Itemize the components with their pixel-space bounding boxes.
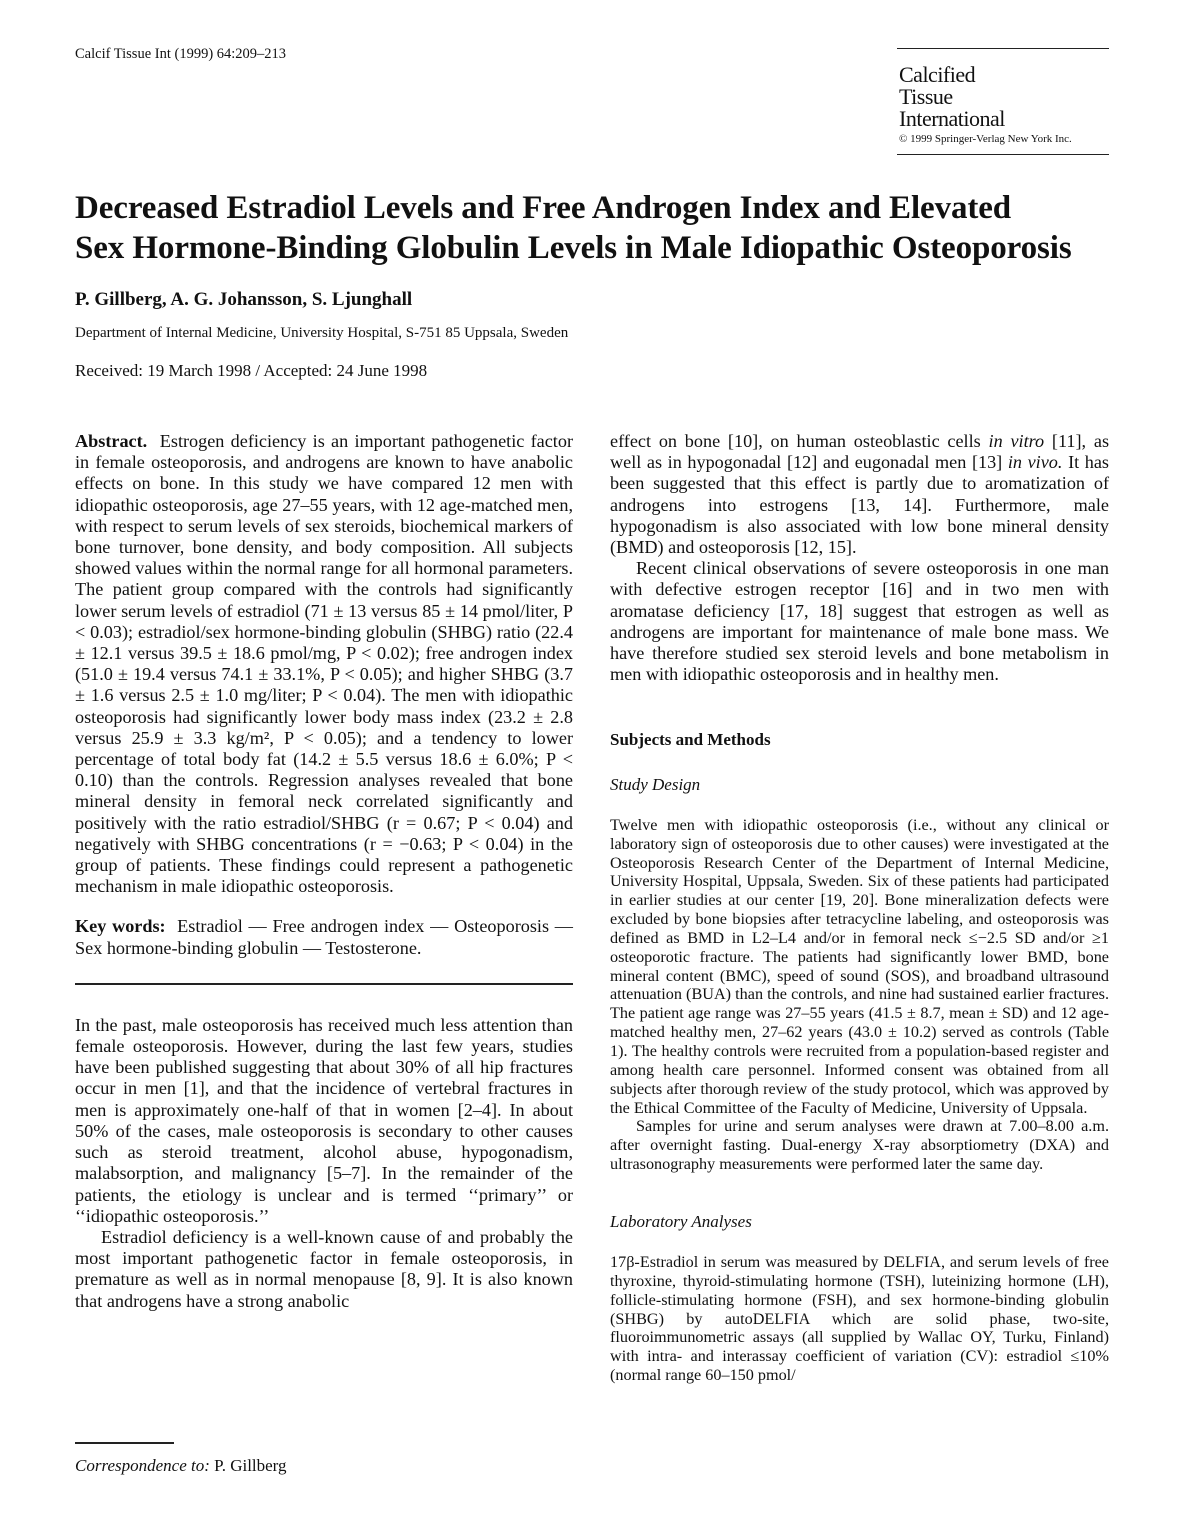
title-line: Decreased Estradiol Levels and Free Androgen Index and Elevated xyxy=(75,190,1012,226)
journal-name-line: International xyxy=(899,106,1005,131)
intro-paragraph: In the past, male osteoporosis has received much less attention than female osteoporosis. However, during the last few years, studies have been published suggesting that about 30% of all hip fractures occur in men [1], and that the incidence of vertebral fractures in men is approximately one-half of that in women [2–4]. In about 50% of the cases, male osteoporosis is secondary to other causes such as steroid treatment, alcohol abuse, hypogonadism, malabsorption, and malignancy [5–7]. In the remainder of the patients, the etiology is unclear and is termed ‘‘primary’’ or ‘‘idiopathic osteoporosis.’’ xyxy=(75,1014,573,1226)
journal-citation: Calcif Tissue Int (1999) 64:209–213 xyxy=(75,46,287,62)
left-column xyxy=(75,431,573,1312)
abstract-text: Estrogen deficiency is an important pathogenetic factor in female osteoporosis, and androgens are known to have anabolic effects on bone. In this study we have compared 12 men with idiopathic osteoporosis, age 27–55 years, with 12 age-matched men, with respect to serum levels of sex steroids, biochemical markers of bone turnover, bone density, and body composition. All subjects showed values within the normal range for all hormonal parameters. The patient group compared with the controls had significantly lower serum levels of estradiol (71 ± 13 versus 85 ± 14 pmol/liter, P < 0.03); estradiol/sex hormone-binding globulin (SHBG) ratio (22.4 ± 12.1 versus 39.5 ± 18.6 pmol/mg, P < 0.02); free androgen index (51.0 ± 19.4 versus 74.1 ± 33.1%, P < 0.05); and higher SHBG (3.7 ± 1.6 versus 2.5 ± 1.0 mg/liter; P < 0.04). The men with idiopathic osteoporosis had significantly lower body mass index (23.2 ± 2.8 versus 25.9 ± 3.3 kg/m², P < 0.05); and a tendency to lower percentage of total body fat (14.2 ± 5.5 versus 18.6 ± 6.0%; P < 0.10) than the controls. Regression analyses revealed that bone mineral density in femoral neck correlated significantly and positively with the ratio estradiol/SHBG (r = 0.67; P < 0.04) and negatively with SHBG concentrations (r = −0.63; P < 0.04) in the group of patients. These findings could represent a pathogenetic mechanism in male idiopathic osteoporosis. xyxy=(75,431,573,897)
journal-logo xyxy=(897,48,1109,155)
article-title xyxy=(75,188,1135,268)
correspondence-name: P. Gillberg xyxy=(214,1456,287,1475)
copyright-notice: © 1999 Springer-Verlag New York Inc. xyxy=(899,133,1072,145)
text-run: It has been suggested that this effect is partly due to aromatization of androgens into estrogens [13, 14]. Furthermore, male hypogonadism is also associated with low bone mineral density (BMD) and osteoporosis [12, 15]. xyxy=(610,452,1110,558)
abstract-label: Abstract. xyxy=(75,431,148,451)
subsection-heading: Laboratory Analyses xyxy=(610,1211,752,1231)
correspondence-footnote xyxy=(75,1456,287,1476)
section-divider xyxy=(75,983,573,985)
abstract xyxy=(75,431,573,897)
text-run: effect on bone [10], on human osteoblastic cells xyxy=(610,431,981,451)
text-run: [11], as well as in hypogonadal [12] and eugonadal men [13] xyxy=(610,431,1110,473)
affiliation: Department of Internal Medicine, University Hospital, S-751 85 Uppsala, Sweden xyxy=(75,325,569,341)
methods-paragraph: Twelve men with idiopathic osteoporosis (i.e., without any clinical or laboratory sign of osteoporosis due to other causes) were investigated at the Osteoporosis Research Center of the Department of Internal Medicine, University Hospital, Uppsala, Sweden. Six of these patients had participated in earlier studies at our center [19, 20]. Bone mineralization defects were excluded by bone biopsies after tetracycline labeling, and osteoporosis was defined as BMD in L2–L4 and/or in femoral neck ≤−2.5 SD and/or ≥1 osteoporotic fracture. The patients had significantly lower BMD, bone mineral content (BMC), speed of sound (SOS), and broadband ultrasound attenuation (BUA) than the controls, and nine had sustained earlier fractures. The patient age range was 27–55 years (41.5 ± 8.7, mean ± SD) and 12 age-matched healthy men, 27–62 years (43.0 ± 10.2) served as controls (Table 1). The healthy controls were recruited from a population-based register and among health care personnel. Informed consent was obtained from all subjects after thorough review of the study protocol, which was approved by the Ethical Committee of the Faculty of Medicine, University of Uppsala. xyxy=(610,815,1109,1117)
intro-paragraph: Estradiol deficiency is a well-known cause of and probably the most important pathogenetic factor in female osteoporosis, in premature as well as in normal menopause [8, 9]. It is also known that androgens have a strong anabolic xyxy=(75,1226,573,1311)
journal-name-line: Tissue xyxy=(899,84,953,109)
keywords-text: Estradiol — Free androgen index — Osteoporosis — Sex hormone-binding globulin — Testosterone. xyxy=(75,916,573,958)
methods-paragraph: 17β-Estradiol in serum was measured by DELFIA, and serum levels of free thyroxine, thyroid-stimulating hormone (TSH), luteinizing hormone (LH), follicle-stimulating hormone (FSH), and sex hormone-binding globulin (SHBG) by autoDELFIA which are solid phase, two-site, fluoroimmunometric assays (all supplied by Wallac OY, Turku, Finland) with intra- and interassay coefficient of variation (CV): estradiol ≤10% (normal range 60–150 pmol/ xyxy=(610,1253,1109,1385)
received-date: Received: 19 March 1998 / Accepted: 24 June 1998 xyxy=(75,361,428,380)
journal-name-line: Calcified xyxy=(899,62,976,87)
intro-paragraph xyxy=(610,431,1109,558)
italic-run: in vivo. xyxy=(1007,452,1063,473)
right-column xyxy=(610,431,1109,1385)
keywords xyxy=(75,916,573,958)
correspondence-label: Correspondence to: xyxy=(75,1456,210,1475)
section-heading: Subjects and Methods xyxy=(610,730,771,750)
methods-paragraph: Samples for urine and serum analyses were drawn at 7.00–8.00 a.m. after overnight fasting. Dual-energy X-ray absorptiometry (DXA) and ultrasonography measurements were performed later the same day. xyxy=(610,1117,1109,1174)
title-line: Sex Hormone-Binding Globulin Levels in Male Idiopathic Osteoporosis xyxy=(75,230,1072,266)
italic-run: in vitro xyxy=(988,431,1045,451)
author-list: P. Gillberg, A. G. Johansson, S. Ljunghall xyxy=(75,289,413,310)
subsection-heading: Study Design xyxy=(610,774,701,794)
intro-paragraph: Recent clinical observations of severe osteoporosis in one man with defective estrogen receptor [16] and in two men with aromatase deficiency [17, 18] suggest that estrogen as well as androgens are important for maintenance of male bone mass. We have therefore studied sex steroid levels and bone metabolism in men with idiopathic osteoporosis and in healthy men. xyxy=(610,558,1109,685)
keywords-label: Key words: xyxy=(75,916,166,937)
footnote-divider xyxy=(75,1442,174,1444)
